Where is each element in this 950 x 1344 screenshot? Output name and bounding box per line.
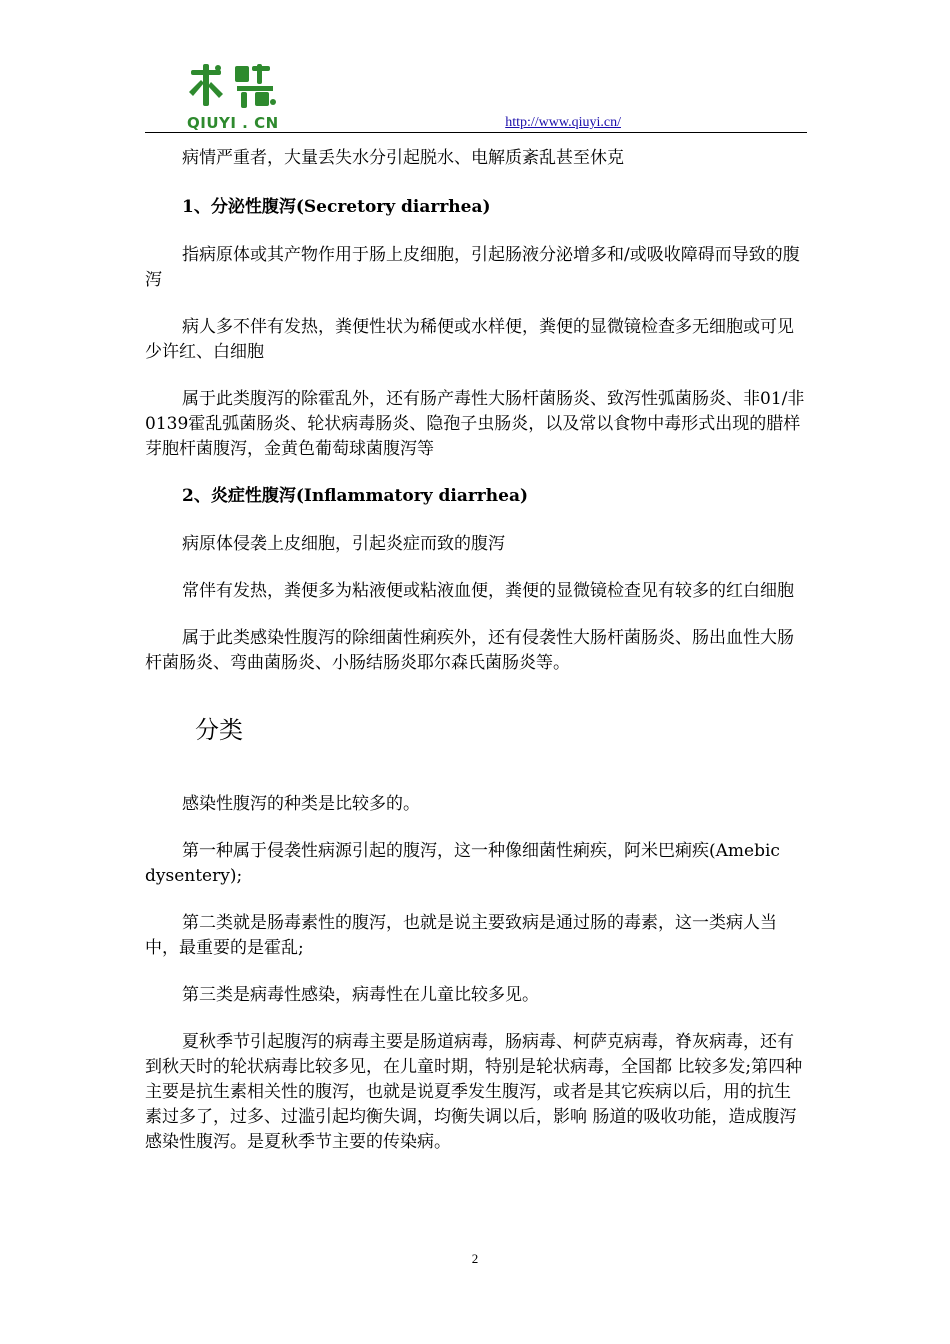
paragraph: 第二类就是肠毒素性的腹泻，也就是说主要致病是通过肠的毒素，这一类病人当中，最重要的是霍乱; (145, 913, 777, 958)
paragraph: 属于此类感染性腹泻的除细菌性痢疾外，还有侵袭性大肠杆菌肠炎、肠出血性大肠杆菌肠炎、弯曲菌肠炎、小肠结肠炎耶尔森氏菌肠炎等。 (145, 628, 794, 673)
paragraph: 感染性腹泻的种类是比较多的。 (182, 794, 420, 814)
header-divider (145, 132, 807, 133)
site-url-link[interactable]: http://www.qiuyi.cn/ (505, 115, 621, 130)
paragraph: 夏秋季节引起腹泻的病毒主要是肠道病毒，肠病毒、柯萨克病毒，脊灰病毒，还有到秋天时的轮状病毒比较多见，在儿童时期，特别是轮状病毒，全国都 比较多发;第四种主要是抗生素相关性的腹泻，也就是说夏季发生腹泻，或者是其它疾病以后，用的抗生素过多了，过多、过滥引起均衡失调，均衡失调以后，影响 肠道的吸收功能，造成腹泻感染性腹泻。是夏秋季节主要的传染病。 (145, 1032, 803, 1152)
paragraph: 病原体侵袭上皮细胞，引起炎症而致的腹泻 (182, 534, 505, 554)
document-body (145, 146, 807, 1155)
page-number: 2 (471, 1251, 479, 1266)
section-heading-secretory: 1、分泌性腹泻(Secretory diarrhea) (182, 197, 491, 217)
page-header (145, 52, 807, 132)
qiuyi-logo[interactable] (185, 62, 295, 132)
section-heading-inflammatory: 2、炎症性腹泻(Inflammatory diarrhea) (182, 486, 529, 506)
paragraph: 第三类是病毒性感染，病毒性在儿童比较多见。 (182, 985, 539, 1005)
paragraph: 常伴有发热，粪便多为粘液便或粘液血便，粪便的显微镜检查见有较多的红白细胞 (182, 581, 794, 601)
paragraph: 病人多不伴有发热，粪便性状为稀便或水样便，粪便的显微镜检查多无细胞或可见少许红、白细胞 (145, 317, 794, 362)
section-title-classification: 分类 (195, 716, 243, 744)
paragraph: 属于此类腹泻的除霍乱外，还有肠产毒性大肠杆菌肠炎、致泻性弧菌肠炎、非01/非0139霍乱弧菌肠炎、轮状病毒肠炎、隐孢子虫肠炎，以及常以食物中毒形式出现的腊样芽胞杆菌腹泻，金黄色葡萄球菌腹泻等 (145, 389, 805, 459)
paragraph: 第一种属于侵袭性病源引起的腹泻，这一种像细菌性痢疾，阿米巴痢疾(Amebic dysentery); (145, 841, 780, 886)
paragraph: 指病原体或其产物作用于肠上皮细胞，引起肠液分泌增多和/或吸收障碍而导致的腹泻 (145, 245, 800, 290)
logo-wordmark: QIUYI . CN (187, 114, 279, 132)
paragraph: 病情严重者，大量丢失水分引起脱水、电解质紊乱甚至休克 (182, 148, 624, 168)
logo-calligraphy-icon (185, 62, 280, 110)
